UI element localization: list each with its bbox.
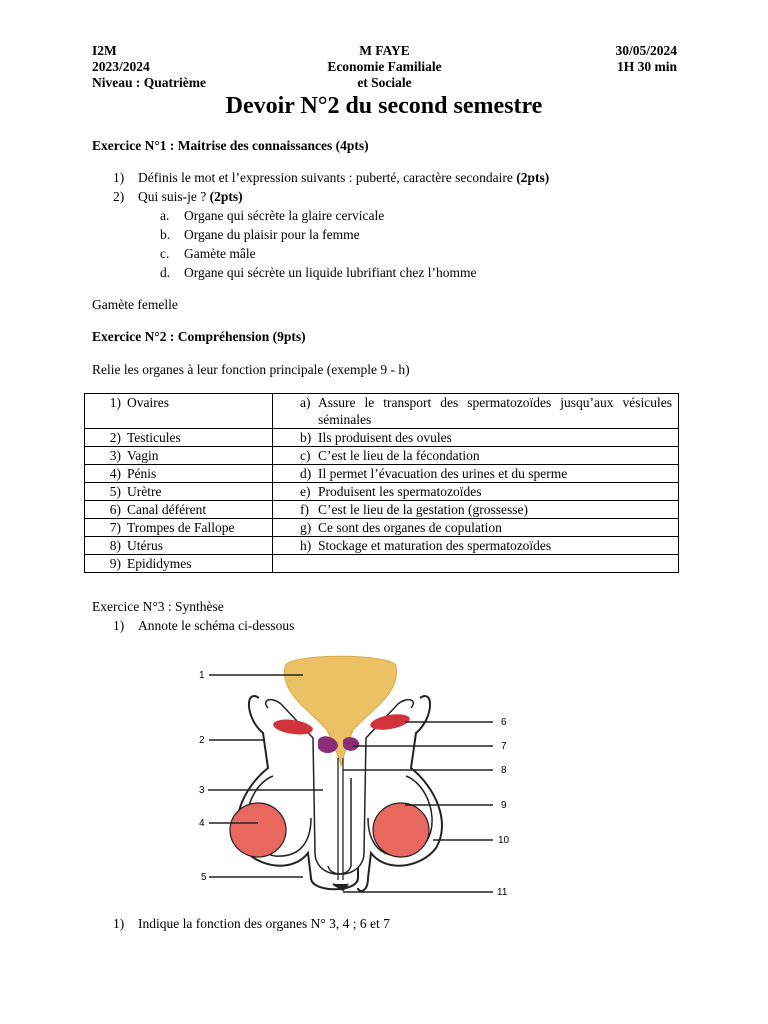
organ-name: Testicules — [127, 430, 181, 445]
function-letter: d) — [300, 466, 312, 481]
function-cell — [273, 465, 679, 483]
header-date: 30/05/2024 — [615, 43, 677, 58]
function-cell — [273, 394, 679, 429]
sub-text: Organe du plaisir pour la femme — [184, 227, 360, 242]
question-number: 1) — [113, 916, 125, 931]
diagram-label-8: 8 — [501, 765, 507, 776]
table-row — [85, 501, 679, 519]
organ-number: 7) — [109, 520, 121, 535]
sub-letter: d. — [160, 265, 171, 280]
header-subject-cont: et Sociale — [357, 75, 412, 90]
ex1-heading: Exercice N°1 : Maitrise des connaissances (4pts) — [92, 138, 369, 153]
document-header — [92, 43, 677, 95]
urethra — [338, 758, 343, 880]
question-points: (2pts) — [209, 189, 243, 204]
sub-letter: a. — [160, 208, 170, 223]
function-letter: b) — [300, 430, 312, 445]
organ-number: 1) — [109, 395, 121, 410]
function-text: C’est le lieu de la gestation (grossesse) — [318, 502, 528, 517]
table-row — [85, 537, 679, 555]
organ-cell — [85, 519, 273, 537]
function-cell — [273, 501, 679, 519]
ex3-heading: Exercice N°3 : Synthèse — [92, 599, 224, 614]
question-text: Indique la fonction des organes N° 3, 4 ; 6 et 7 — [138, 916, 390, 931]
question-text: Qui suis-je ? — [138, 189, 210, 204]
question-text: Définis le mot et l’expression suivants : puberté, caractère secondaire — [138, 170, 517, 185]
function-letter: a) — [300, 395, 311, 410]
header-level: Niveau : Quatrième — [92, 75, 206, 90]
header-duration: 1H 30 min — [616, 59, 677, 74]
question-text: Annote le schéma ci-dessous — [138, 618, 295, 633]
ex1-sub-a — [160, 208, 384, 224]
ex3-question-2 — [113, 916, 390, 932]
sub-text: Gamète mâle — [184, 246, 256, 261]
function-content — [279, 483, 672, 500]
testis-right — [373, 803, 429, 857]
ex1-question-2 — [113, 189, 243, 205]
reproductive-system-diagram — [193, 648, 523, 904]
table-row — [85, 483, 679, 501]
organ-name: Urètre — [127, 484, 162, 499]
organ-name: Epididymes — [127, 556, 192, 571]
ex1-question-1 — [113, 170, 549, 186]
question-points: (2pts) — [516, 170, 550, 185]
function-letter: f) — [300, 502, 309, 517]
organ-name: Utérus — [127, 538, 163, 553]
seminal-vesicle-right — [369, 712, 411, 733]
ex1-sub-b — [160, 227, 360, 243]
sub-text: Organe qui sécrète un liquide lubrifiant chez l’homme — [184, 265, 477, 280]
table-row — [85, 555, 679, 573]
function-content — [279, 519, 672, 536]
function-content — [279, 447, 672, 464]
diagram-label-7: 7 — [501, 741, 507, 752]
function-text: Stockage et maturation des spermatozoïdes — [318, 538, 552, 553]
seminal-vesicle-left — [272, 717, 314, 736]
table-row — [85, 447, 679, 465]
function-cell — [273, 555, 679, 573]
function-cell — [273, 519, 679, 537]
function-letter: g) — [300, 520, 312, 535]
diagram-label-6: 6 — [501, 717, 507, 728]
organ-number: 3) — [109, 448, 121, 463]
organ-cell — [85, 555, 273, 573]
function-letter: c) — [300, 448, 311, 463]
organ-number: 5) — [109, 484, 121, 499]
ex2-instruction: Relie les organes à leur fonction principale (exemple 9 - h) — [92, 362, 410, 377]
sub-letter: b. — [160, 227, 171, 242]
function-content — [279, 537, 672, 554]
function-content — [279, 501, 672, 518]
page-title: Devoir N°2 du second semestre — [225, 93, 543, 119]
organ-cell — [85, 447, 273, 465]
organ-cell — [85, 483, 273, 501]
organ-name: Pénis — [127, 466, 157, 481]
diagram-label-9: 9 — [501, 800, 507, 811]
diagram-label-11: 11 — [497, 887, 508, 898]
question-number: 2) — [113, 189, 125, 204]
header-subject: Economie Familiale — [327, 59, 442, 74]
organ-cell — [85, 537, 273, 555]
diagram-label-1: 1 — [199, 670, 205, 681]
function-letter: e) — [300, 484, 311, 499]
diagram-label-3: 3 — [199, 785, 205, 796]
ex1-extra-item: Gamète femelle — [92, 297, 178, 312]
ex2-heading: Exercice N°2 : Compréhension (9pts) — [92, 329, 306, 344]
function-content — [279, 429, 672, 446]
table-row — [85, 519, 679, 537]
function-text: Ils produisent des ovules — [318, 430, 452, 445]
function-cell — [273, 483, 679, 501]
diagram-label-10: 10 — [498, 835, 510, 846]
header-class: I2M — [92, 43, 117, 58]
function-cell — [273, 537, 679, 555]
ex1-sub-d — [160, 265, 477, 281]
testis-left — [230, 803, 286, 857]
function-letter: h) — [300, 538, 312, 553]
sub-letter: c. — [160, 246, 170, 261]
organ-name: Canal déférent — [127, 502, 207, 517]
header-center — [92, 43, 677, 91]
organ-name: Vagin — [127, 448, 159, 463]
function-text: C’est le lieu de la fécondation — [318, 448, 480, 463]
function-cell — [273, 447, 679, 465]
table-row — [85, 429, 679, 447]
function-text: Assure le transport des spermatozoïdes jusqu’aux vésicules séminales — [318, 395, 672, 427]
table-row — [85, 465, 679, 483]
header-teacher: M FAYE — [359, 43, 410, 58]
organ-number: 4) — [109, 466, 121, 481]
organ-cell — [85, 394, 273, 429]
organ-cell — [85, 501, 273, 519]
organ-cell — [85, 465, 273, 483]
function-cell — [273, 429, 679, 447]
organ-number: 8) — [109, 538, 121, 553]
table-row — [85, 394, 679, 429]
diagram-label-5: 5 — [201, 872, 207, 883]
function-text: Il permet l’évacuation des urines et du sperme — [318, 466, 568, 481]
question-number: 1) — [113, 618, 125, 633]
bladder — [284, 656, 396, 766]
organ-number: 9) — [109, 556, 121, 571]
prostate-right — [343, 737, 359, 751]
organ-name: Ovaires — [127, 395, 169, 410]
diagram-label-4: 4 — [199, 818, 205, 829]
question-number: 1) — [113, 170, 125, 185]
diagram-label-2: 2 — [199, 735, 205, 746]
function-content — [279, 394, 672, 428]
function-text: Produisent les spermatozoïdes — [318, 484, 482, 499]
matching-table — [84, 393, 679, 573]
function-content — [279, 465, 672, 482]
ex1-sub-c — [160, 246, 256, 262]
function-text: Ce sont des organes de copulation — [318, 520, 502, 535]
organ-name: Trompes de Fallope — [127, 520, 235, 535]
header-right — [615, 43, 677, 75]
ex3-question-1 — [113, 618, 294, 634]
sub-text: Organe qui sécrète la glaire cervicale — [184, 208, 385, 223]
organ-cell — [85, 429, 273, 447]
header-school-year: 2023/2024 — [92, 59, 150, 74]
organ-number: 2) — [109, 430, 121, 445]
organ-number: 6) — [109, 502, 121, 517]
